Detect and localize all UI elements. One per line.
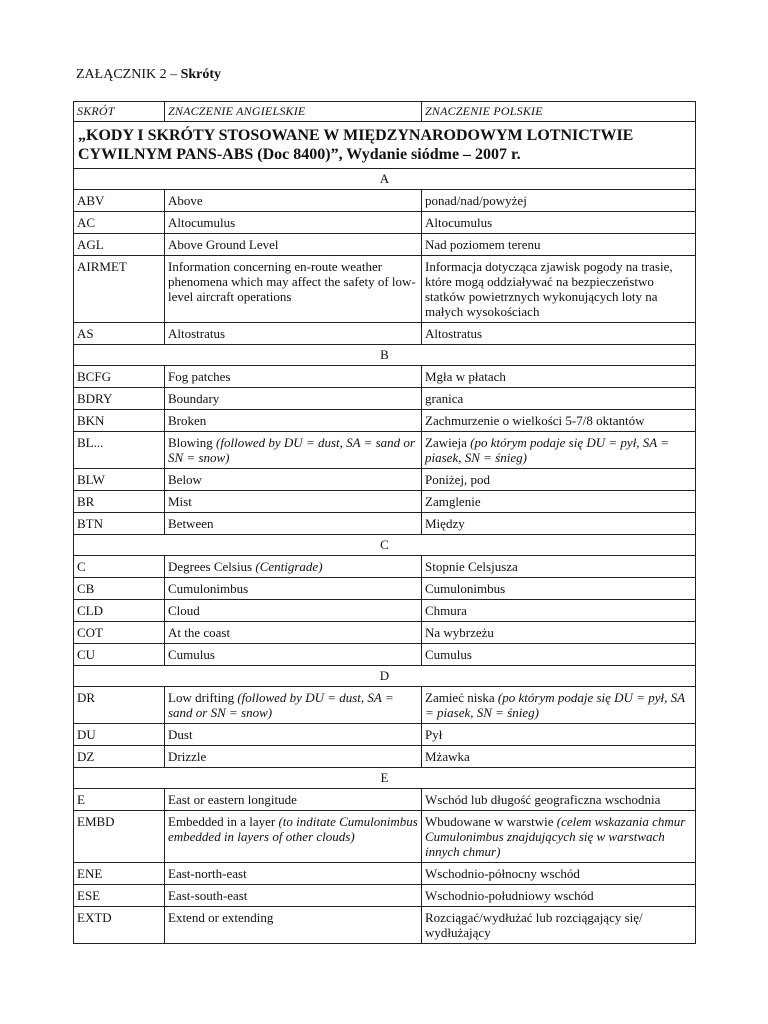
english-meaning-cell [165, 469, 422, 491]
polish-meaning-cell [422, 907, 696, 944]
english-meaning: Altostratus [168, 326, 226, 341]
english-meaning: East-south-east [168, 888, 248, 903]
polish-meaning: Mgła w płatach [425, 369, 506, 384]
abbreviation-cell: CU [74, 644, 165, 666]
english-meaning-cell [165, 366, 422, 388]
table-row [74, 469, 696, 491]
polish-meaning-cell [422, 388, 696, 410]
abbreviation-cell: BDRY [74, 388, 165, 410]
table-row [74, 432, 696, 469]
table-row [74, 811, 696, 863]
polish-meaning: Mżawka [425, 749, 470, 764]
section-letter-row [74, 535, 696, 556]
english-meaning-cell [165, 644, 422, 666]
abbreviation-cell: EMBD [74, 811, 165, 863]
polish-meaning: Zachmurzenie o wielkości 5-7/8 oktantów [425, 413, 645, 428]
polish-meaning-cell [422, 366, 696, 388]
abbreviation-cell: DR [74, 687, 165, 724]
header-english-meaning: ZNACZENIE ANGIELSKIE [165, 102, 422, 122]
english-meaning-cell [165, 513, 422, 535]
polish-meaning-cell [422, 885, 696, 907]
abbreviation-cell: AS [74, 323, 165, 345]
table-row [74, 491, 696, 513]
english-meaning: Blowing [168, 435, 217, 450]
english-meaning: Cumulus [168, 647, 215, 662]
abbreviation-cell: BTN [74, 513, 165, 535]
polish-meaning: Wbudowane w warstwie [425, 814, 557, 829]
table-row [74, 323, 696, 345]
english-meaning-cell [165, 811, 422, 863]
polish-meaning-cell [422, 432, 696, 469]
polish-meaning: Zamglenie [425, 494, 481, 509]
abbreviation-cell: E [74, 789, 165, 811]
english-meaning-cell [165, 212, 422, 234]
table-row [74, 885, 696, 907]
polish-meaning-cell [422, 469, 696, 491]
english-meaning-cell [165, 687, 422, 724]
table-row [74, 863, 696, 885]
english-meaning: Dust [168, 727, 193, 742]
table-row [74, 234, 696, 256]
polish-meaning-cell [422, 323, 696, 345]
english-meaning-cell [165, 256, 422, 323]
abbreviation-cell: CB [74, 578, 165, 600]
polish-meaning: Wschód lub długość geograficzna wschodnia [425, 792, 661, 807]
english-meaning: Extend or extending [168, 910, 274, 925]
polish-meaning-cell [422, 212, 696, 234]
polish-meaning-cell [422, 578, 696, 600]
table-row [74, 789, 696, 811]
polish-meaning-cell [422, 687, 696, 724]
english-meaning: Drizzle [168, 749, 207, 764]
section-letter-row [74, 666, 696, 687]
section-letter-row [74, 169, 696, 190]
polish-meaning-cell [422, 410, 696, 432]
english-meaning: Altocumulus [168, 215, 236, 230]
polish-meaning: Na wybrzeżu [425, 625, 494, 640]
table-row [74, 212, 696, 234]
polish-meaning: Poniżej, pod [425, 472, 490, 487]
page-title-prefix: ZAŁĄCZNIK 2 – [76, 67, 181, 82]
polish-meaning: Stopnie Celsjusza [425, 559, 518, 574]
section-letter: B [74, 345, 696, 366]
english-meaning-cell [165, 600, 422, 622]
polish-note: (celem wskazania chmur Cumulonimbus znajdujących się w warstwach innych chmur) [425, 814, 686, 859]
abbreviation-cell: BCFG [74, 366, 165, 388]
section-letter: A [74, 169, 696, 190]
english-meaning-cell [165, 622, 422, 644]
english-meaning: Degrees Celsius [168, 559, 256, 574]
table-row [74, 622, 696, 644]
page-title-bold: Skróty [180, 67, 222, 82]
polish-meaning: ponad/nad/powyżej [425, 193, 527, 208]
abbreviation-cell: C [74, 556, 165, 578]
abbreviation-cell: BKN [74, 410, 165, 432]
english-meaning: Low drifting [168, 690, 238, 705]
table-row [74, 600, 696, 622]
table-row [74, 513, 696, 535]
polish-meaning: Zamieć niska [425, 690, 498, 705]
abbreviation-cell: BL... [74, 432, 165, 469]
table-row [74, 644, 696, 666]
english-meaning-cell [165, 578, 422, 600]
english-meaning-cell [165, 323, 422, 345]
english-meaning: Broken [168, 413, 207, 428]
abbreviation-cell: AGL [74, 234, 165, 256]
abbreviation-cell: ENE [74, 863, 165, 885]
header-polish-meaning: ZNACZENIE POLSKIE [422, 102, 696, 122]
english-meaning-cell [165, 491, 422, 513]
section-letter: E [74, 768, 696, 789]
english-meaning-cell [165, 746, 422, 768]
polish-meaning: Altocumulus [425, 215, 493, 230]
polish-meaning-cell [422, 190, 696, 212]
table-row [74, 578, 696, 600]
polish-meaning: Cumulonimbus [425, 581, 506, 596]
abbreviation-cell: DU [74, 724, 165, 746]
english-meaning-cell [165, 724, 422, 746]
polish-note: (po którym podaje się DU = pył, SA = piasek, SN = śnieg) [425, 435, 670, 465]
table-title-row [74, 122, 696, 169]
polish-meaning-cell [422, 863, 696, 885]
polish-meaning: Informacja dotycząca zjawisk pogody na trasie, które mogą oddziaływać na bezpieczeństwo statków powietrznych wykonujących loty na małych wysokościach [425, 259, 673, 319]
english-meaning: Information concerning en-route weather phenomena which may affect the safety of low-level aircraft operations [168, 259, 416, 304]
english-meaning-cell [165, 190, 422, 212]
polish-meaning: Altostratus [425, 326, 483, 341]
english-meaning-cell [165, 388, 422, 410]
english-meaning: Mist [168, 494, 192, 509]
polish-meaning-cell [422, 644, 696, 666]
table-header-row [74, 102, 696, 122]
section-letter: C [74, 535, 696, 556]
english-meaning-cell [165, 885, 422, 907]
polish-meaning-cell [422, 811, 696, 863]
polish-meaning-cell [422, 746, 696, 768]
polish-meaning: Między [425, 516, 465, 531]
abbreviation-cell: COT [74, 622, 165, 644]
polish-meaning-cell [422, 491, 696, 513]
english-meaning: Below [168, 472, 202, 487]
english-meaning-cell [165, 410, 422, 432]
english-meaning: Fog patches [168, 369, 231, 384]
english-meaning: At the coast [168, 625, 231, 640]
table-row [74, 256, 696, 323]
english-meaning: Boundary [168, 391, 220, 406]
polish-meaning-cell [422, 789, 696, 811]
english-meaning: Cumulonimbus [168, 581, 249, 596]
table-row [74, 907, 696, 944]
english-meaning: Cloud [168, 603, 200, 618]
table-row [74, 556, 696, 578]
english-meaning: Between [168, 516, 214, 531]
abbreviation-cell: EXTD [74, 907, 165, 944]
table-row [74, 687, 696, 724]
abbreviation-cell: ESE [74, 885, 165, 907]
polish-meaning: Wschodnio-południowy wschód [425, 888, 594, 903]
abbreviation-cell: BLW [74, 469, 165, 491]
english-meaning: Above [168, 193, 203, 208]
polish-meaning-cell [422, 513, 696, 535]
polish-meaning-cell [422, 600, 696, 622]
polish-meaning-cell [422, 622, 696, 644]
abbreviations-table-body [74, 102, 696, 944]
english-meaning: East or eastern longitude [168, 792, 297, 807]
polish-meaning: Nad poziomem terenu [425, 237, 541, 252]
english-meaning-cell [165, 234, 422, 256]
english-meaning-cell [165, 907, 422, 944]
english-meaning: Above Ground Level [168, 237, 279, 252]
table-title: „KODY I SKRÓTY STOSOWANE W MIĘDZYNARODOWYM LOTNICTWIE CYWILNYM PANS-ABS (Doc 8400)”, Wydanie siódme – 2007 r. [74, 122, 696, 169]
polish-meaning: granica [425, 391, 464, 406]
section-letter: D [74, 666, 696, 687]
section-letter-row [74, 345, 696, 366]
english-meaning-cell [165, 789, 422, 811]
english-meaning-cell [165, 432, 422, 469]
table-row [74, 746, 696, 768]
table-row [74, 388, 696, 410]
page-title [76, 66, 221, 84]
polish-meaning-cell [422, 724, 696, 746]
polish-meaning: Cumulus [425, 647, 472, 662]
abbreviation-cell: AIRMET [74, 256, 165, 323]
polish-meaning-cell [422, 556, 696, 578]
abbreviations-table [73, 101, 696, 944]
abbreviation-cell: ABV [74, 190, 165, 212]
english-note: (followed by DU = dust, SA = sand or SN = snow) [168, 435, 415, 465]
abbreviation-cell: AC [74, 212, 165, 234]
table-row [74, 410, 696, 432]
english-meaning-cell [165, 863, 422, 885]
header-abbreviation: SKRÓT [74, 102, 165, 122]
polish-meaning-cell [422, 234, 696, 256]
english-note: (Centigrade) [255, 559, 323, 574]
abbreviation-cell: BR [74, 491, 165, 513]
english-meaning-cell [165, 556, 422, 578]
polish-meaning: Pył [425, 727, 443, 742]
table-row [74, 190, 696, 212]
polish-meaning: Zawieja [425, 435, 471, 450]
section-letter-row [74, 768, 696, 789]
english-note: (followed by DU = dust, SA = sand or SN = snow) [168, 690, 394, 720]
polish-meaning: Rozciągać/wydłużać lub rozciągający się/ wydłużający [425, 910, 643, 940]
polish-meaning-cell [422, 256, 696, 323]
abbreviation-cell: DZ [74, 746, 165, 768]
abbreviation-cell: CLD [74, 600, 165, 622]
polish-note: (po którym podaje się DU = pył, SA = piasek, SN = śnieg) [425, 690, 685, 720]
english-meaning: East-north-east [168, 866, 247, 881]
polish-meaning: Chmura [425, 603, 467, 618]
table-row [74, 366, 696, 388]
english-note: (to inditate Cumulonimbus embedded in layers of other clouds) [168, 814, 418, 844]
english-meaning: Embedded in a layer [168, 814, 279, 829]
table-row [74, 724, 696, 746]
polish-meaning: Wschodnio-północny wschód [425, 866, 580, 881]
